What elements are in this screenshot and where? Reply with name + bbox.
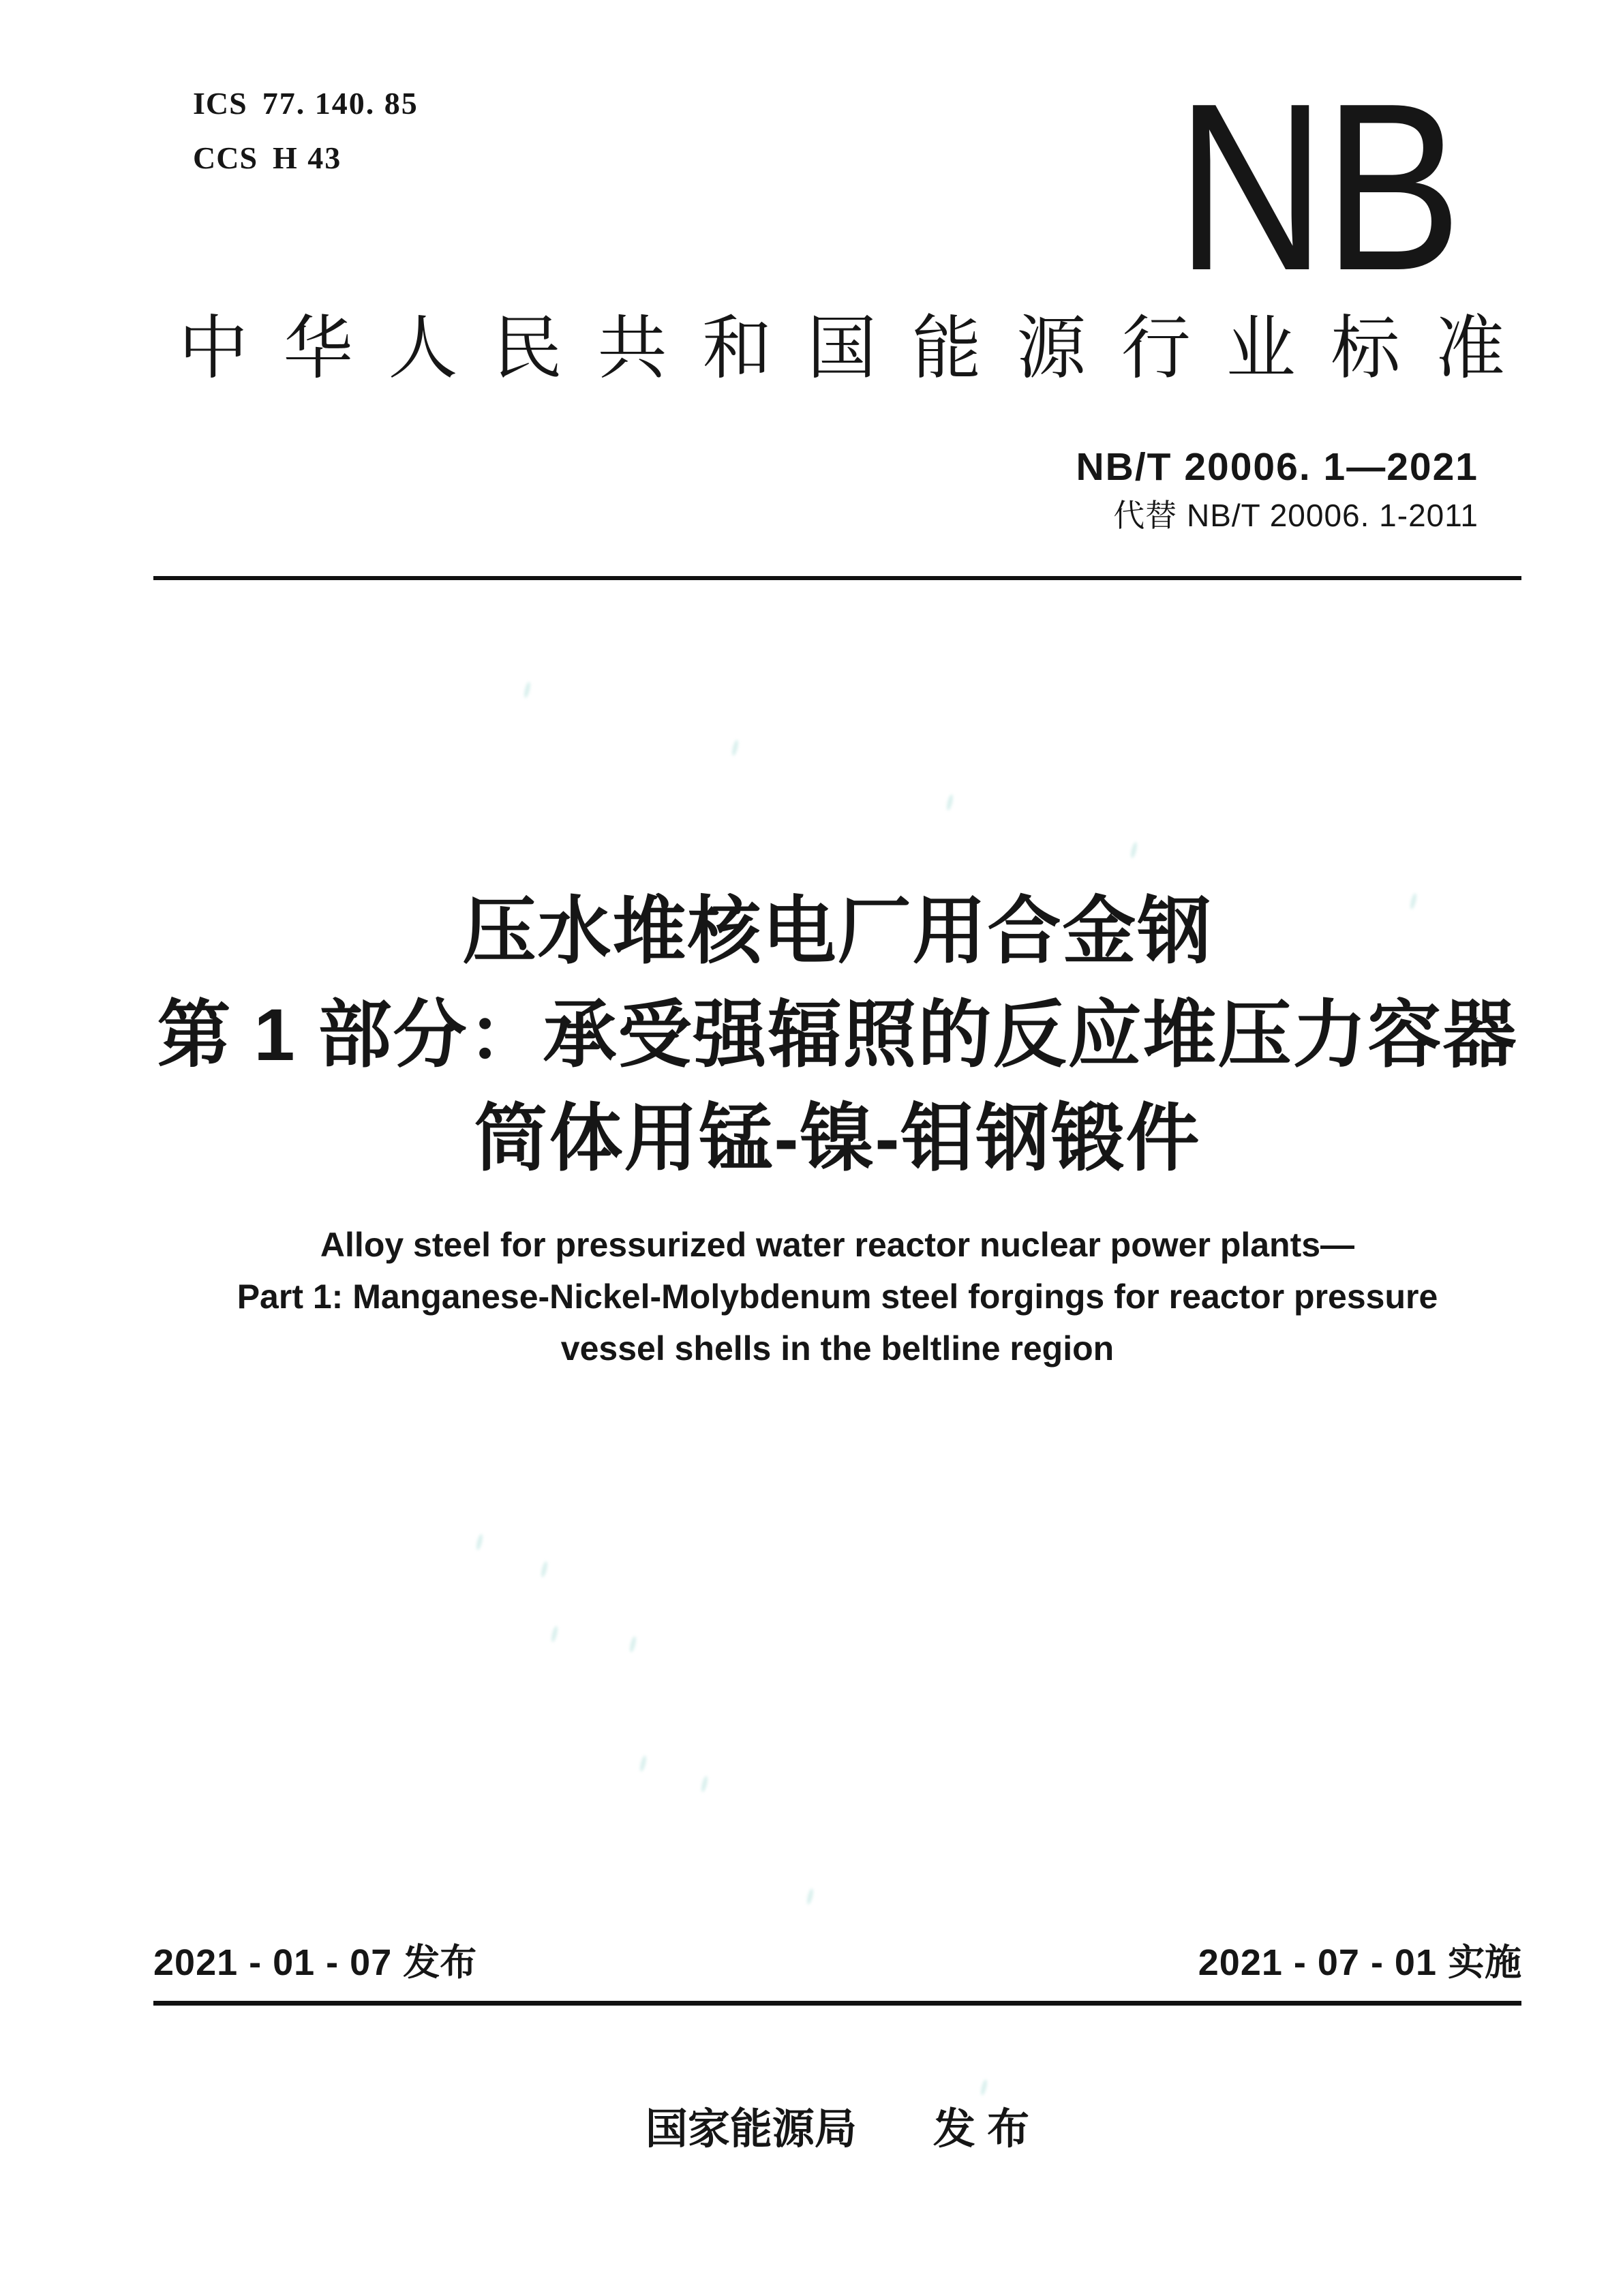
ics-code-line	[193, 76, 419, 131]
ccs-value: H 43	[273, 140, 342, 175]
implementation-date-value: 2021 - 07 - 01	[1198, 1942, 1437, 1983]
scan-artifact	[945, 794, 954, 811]
title-cn-line3: 筒体用锰-镍-钼钢锻件	[474, 1097, 1201, 1179]
issue-date-label: 发布	[403, 1942, 477, 1983]
footer-rule	[153, 2001, 1521, 2006]
standard-class-title: 中 华 人 民 共 和 国 能 源 行 业 标 准	[179, 309, 1505, 387]
scan-artifact	[639, 1755, 648, 1772]
nb-standard-logo: NB	[1175, 54, 1459, 320]
scan-artifact	[731, 740, 740, 757]
implementation-date	[1198, 1940, 1521, 1985]
scan-artifact	[700, 1776, 709, 1793]
ccs-label: CCS	[193, 140, 258, 175]
issue-date	[153, 1940, 476, 1985]
title-cn-line2: 第 1 部分：承受强辐照的反应堆压力容器	[157, 993, 1518, 1076]
publisher-name: 国家能源局	[645, 2106, 857, 2153]
title-english	[153, 1219, 1521, 1374]
scan-artifact	[475, 1534, 484, 1551]
classification-codes	[193, 76, 419, 185]
ics-label: ICS	[193, 86, 247, 121]
replaces-note: 代替 NB/T 20006. 1-2011	[1113, 498, 1478, 533]
publisher-action: 发 布	[932, 2106, 1030, 2153]
title-chinese	[153, 879, 1521, 1190]
title-cn-line1: 压水堆核电厂用合金钢	[462, 890, 1213, 972]
scan-artifact	[1129, 842, 1138, 859]
scan-artifact	[806, 1888, 815, 1905]
title-en-line1: Alloy steel for pressurized water reactor nuclear power plants—	[320, 1226, 1355, 1264]
ccs-code-line	[193, 131, 419, 185]
header-rule	[153, 576, 1521, 580]
implementation-date-label: 实施	[1448, 1942, 1521, 1983]
title-en-line2: Part 1: Manganese-Nickel-Molybdenum steel forgings for reactor pressure	[237, 1278, 1438, 1316]
issue-date-value: 2021 - 01 - 07	[153, 1942, 393, 1983]
scan-artifact	[540, 1561, 549, 1578]
publisher-row	[153, 2104, 1521, 2156]
standard-number: NB/T 20006. 1—2021	[1076, 445, 1478, 489]
title-en-line3: vessel shells in the beltline region	[560, 1329, 1114, 1368]
scan-artifact	[980, 2079, 988, 2096]
ics-value: 77. 140. 85	[262, 86, 419, 121]
scan-artifact	[550, 1626, 559, 1643]
scan-artifact	[523, 682, 532, 699]
date-row	[153, 1940, 1521, 1985]
scan-artifact	[628, 1636, 637, 1653]
